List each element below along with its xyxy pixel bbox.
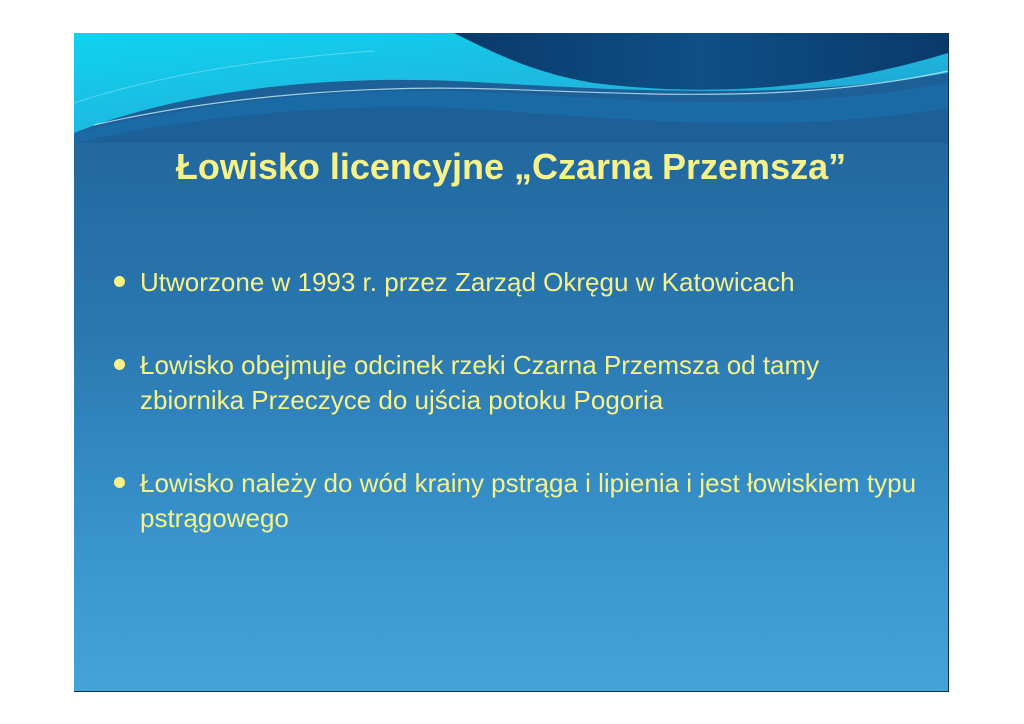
slide bbox=[74, 33, 949, 692]
bullet-item bbox=[110, 265, 930, 300]
bullet-icon bbox=[114, 276, 125, 287]
bullet-list bbox=[110, 265, 930, 584]
bullet-icon bbox=[114, 359, 125, 370]
slide-title: Łowisko licencyjne „Czarna Przemsza” bbox=[175, 146, 847, 187]
bullet-text: Łowisko należy do wód krainy pstrąga i lipienia i jest łowiskiem typu pstrągowego bbox=[140, 468, 917, 533]
bullet-text: Łowisko obejmuje odcinek rzeki Czarna Przemsza od tamy zbiornika Przeczyce do ujścia potoku Pogoria bbox=[140, 350, 820, 415]
bullet-icon bbox=[114, 477, 125, 488]
bullet-item bbox=[110, 348, 930, 418]
bullet-text: Utworzone w 1993 r. przez Zarząd Okręgu w Katowicach bbox=[140, 267, 795, 297]
bullet-item bbox=[110, 466, 930, 536]
wave-decoration bbox=[74, 33, 948, 143]
